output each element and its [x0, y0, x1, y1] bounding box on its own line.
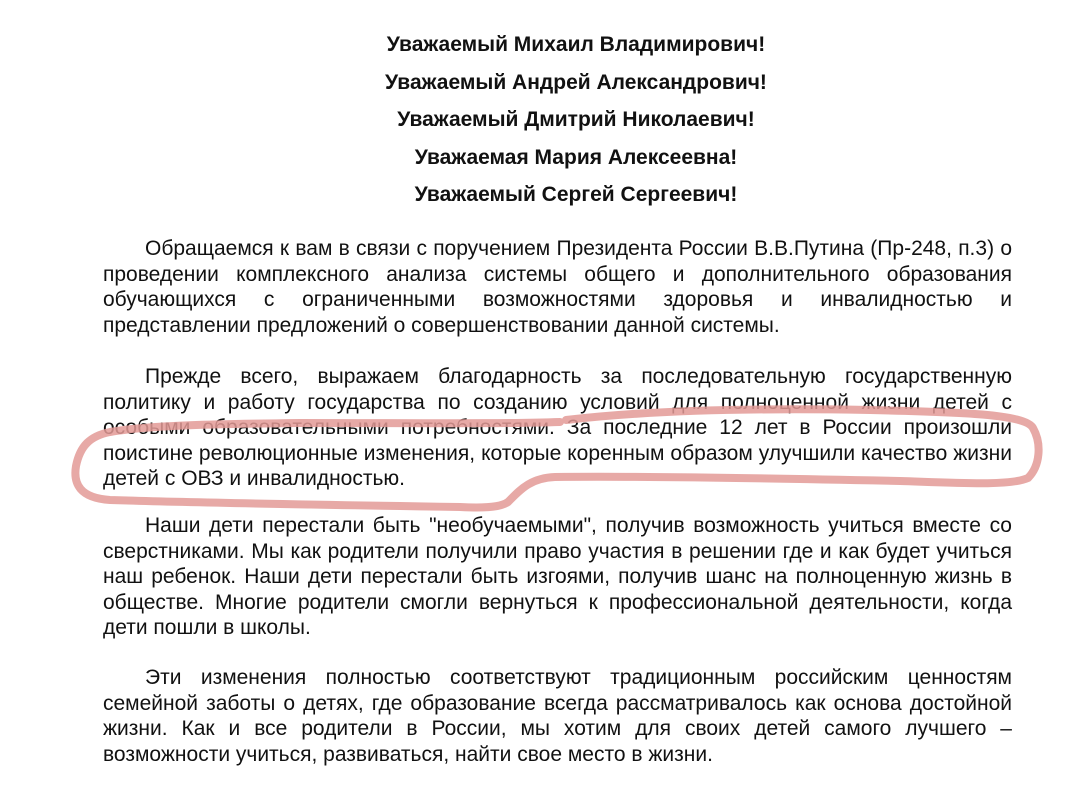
- salutation-line: Уважаемый Дмитрий Николаевич!: [397, 108, 755, 131]
- body-paragraph: Наши дети перестали быть "необучаемыми", получив возможность учиться вместе со сверстниками. Мы как родители получили право участия в решении где и как будет учиться наш ребенок. Наши дети перестали быть изгоями, получив шанс на полноценную жизнь в обществе. Многие родители смогли вернуться к профессиональной деятельности, когда дети пошли в школы.: [103, 514, 1012, 639]
- salutation-line: Уважаемая Мария Алексеевна!: [414, 145, 738, 169]
- salutation-line: Уважаемый Михаил Владимирович!: [386, 33, 766, 56]
- salutations-block: [0, 26, 1088, 214]
- body-paragraph: Прежде всего, выражаем благодарность за последовательную государственную политику и работу государства по созданию условий для полноценной жизни детей с особыми образовательными потребностями. За последние 12 лет в России произошли поистине революционные изменения, которые коренным образом улучшили качество жизни детей с ОВЗ и инвалидностью.: [103, 365, 1012, 490]
- salutation-line: Уважаемый Андрей Александрович!: [385, 70, 767, 94]
- body-paragraph: Эти изменения полностью соответствуют традиционным российским ценностям семейной заботы о детях, где образование всегда рассматривалось как основа достойной жизни. Как и все родители в России, мы хотим для своих детей самого лучшего – возможности учиться, развиваться, найти свое место в жизни.: [103, 666, 1012, 766]
- salutation-line: Уважаемый Сергей Сергеевич!: [414, 183, 738, 206]
- body-paragraph: Обращаемся к вам в связи с поручением Президента России В.В.Путина (Пр-248, п.3) о проведении комплексного анализа системы общего и дополнительного образования обучающихся с ограниченными возможностями здоровья и инвалидностью и представлении предложений о совершенствовании данной системы.: [103, 237, 1012, 337]
